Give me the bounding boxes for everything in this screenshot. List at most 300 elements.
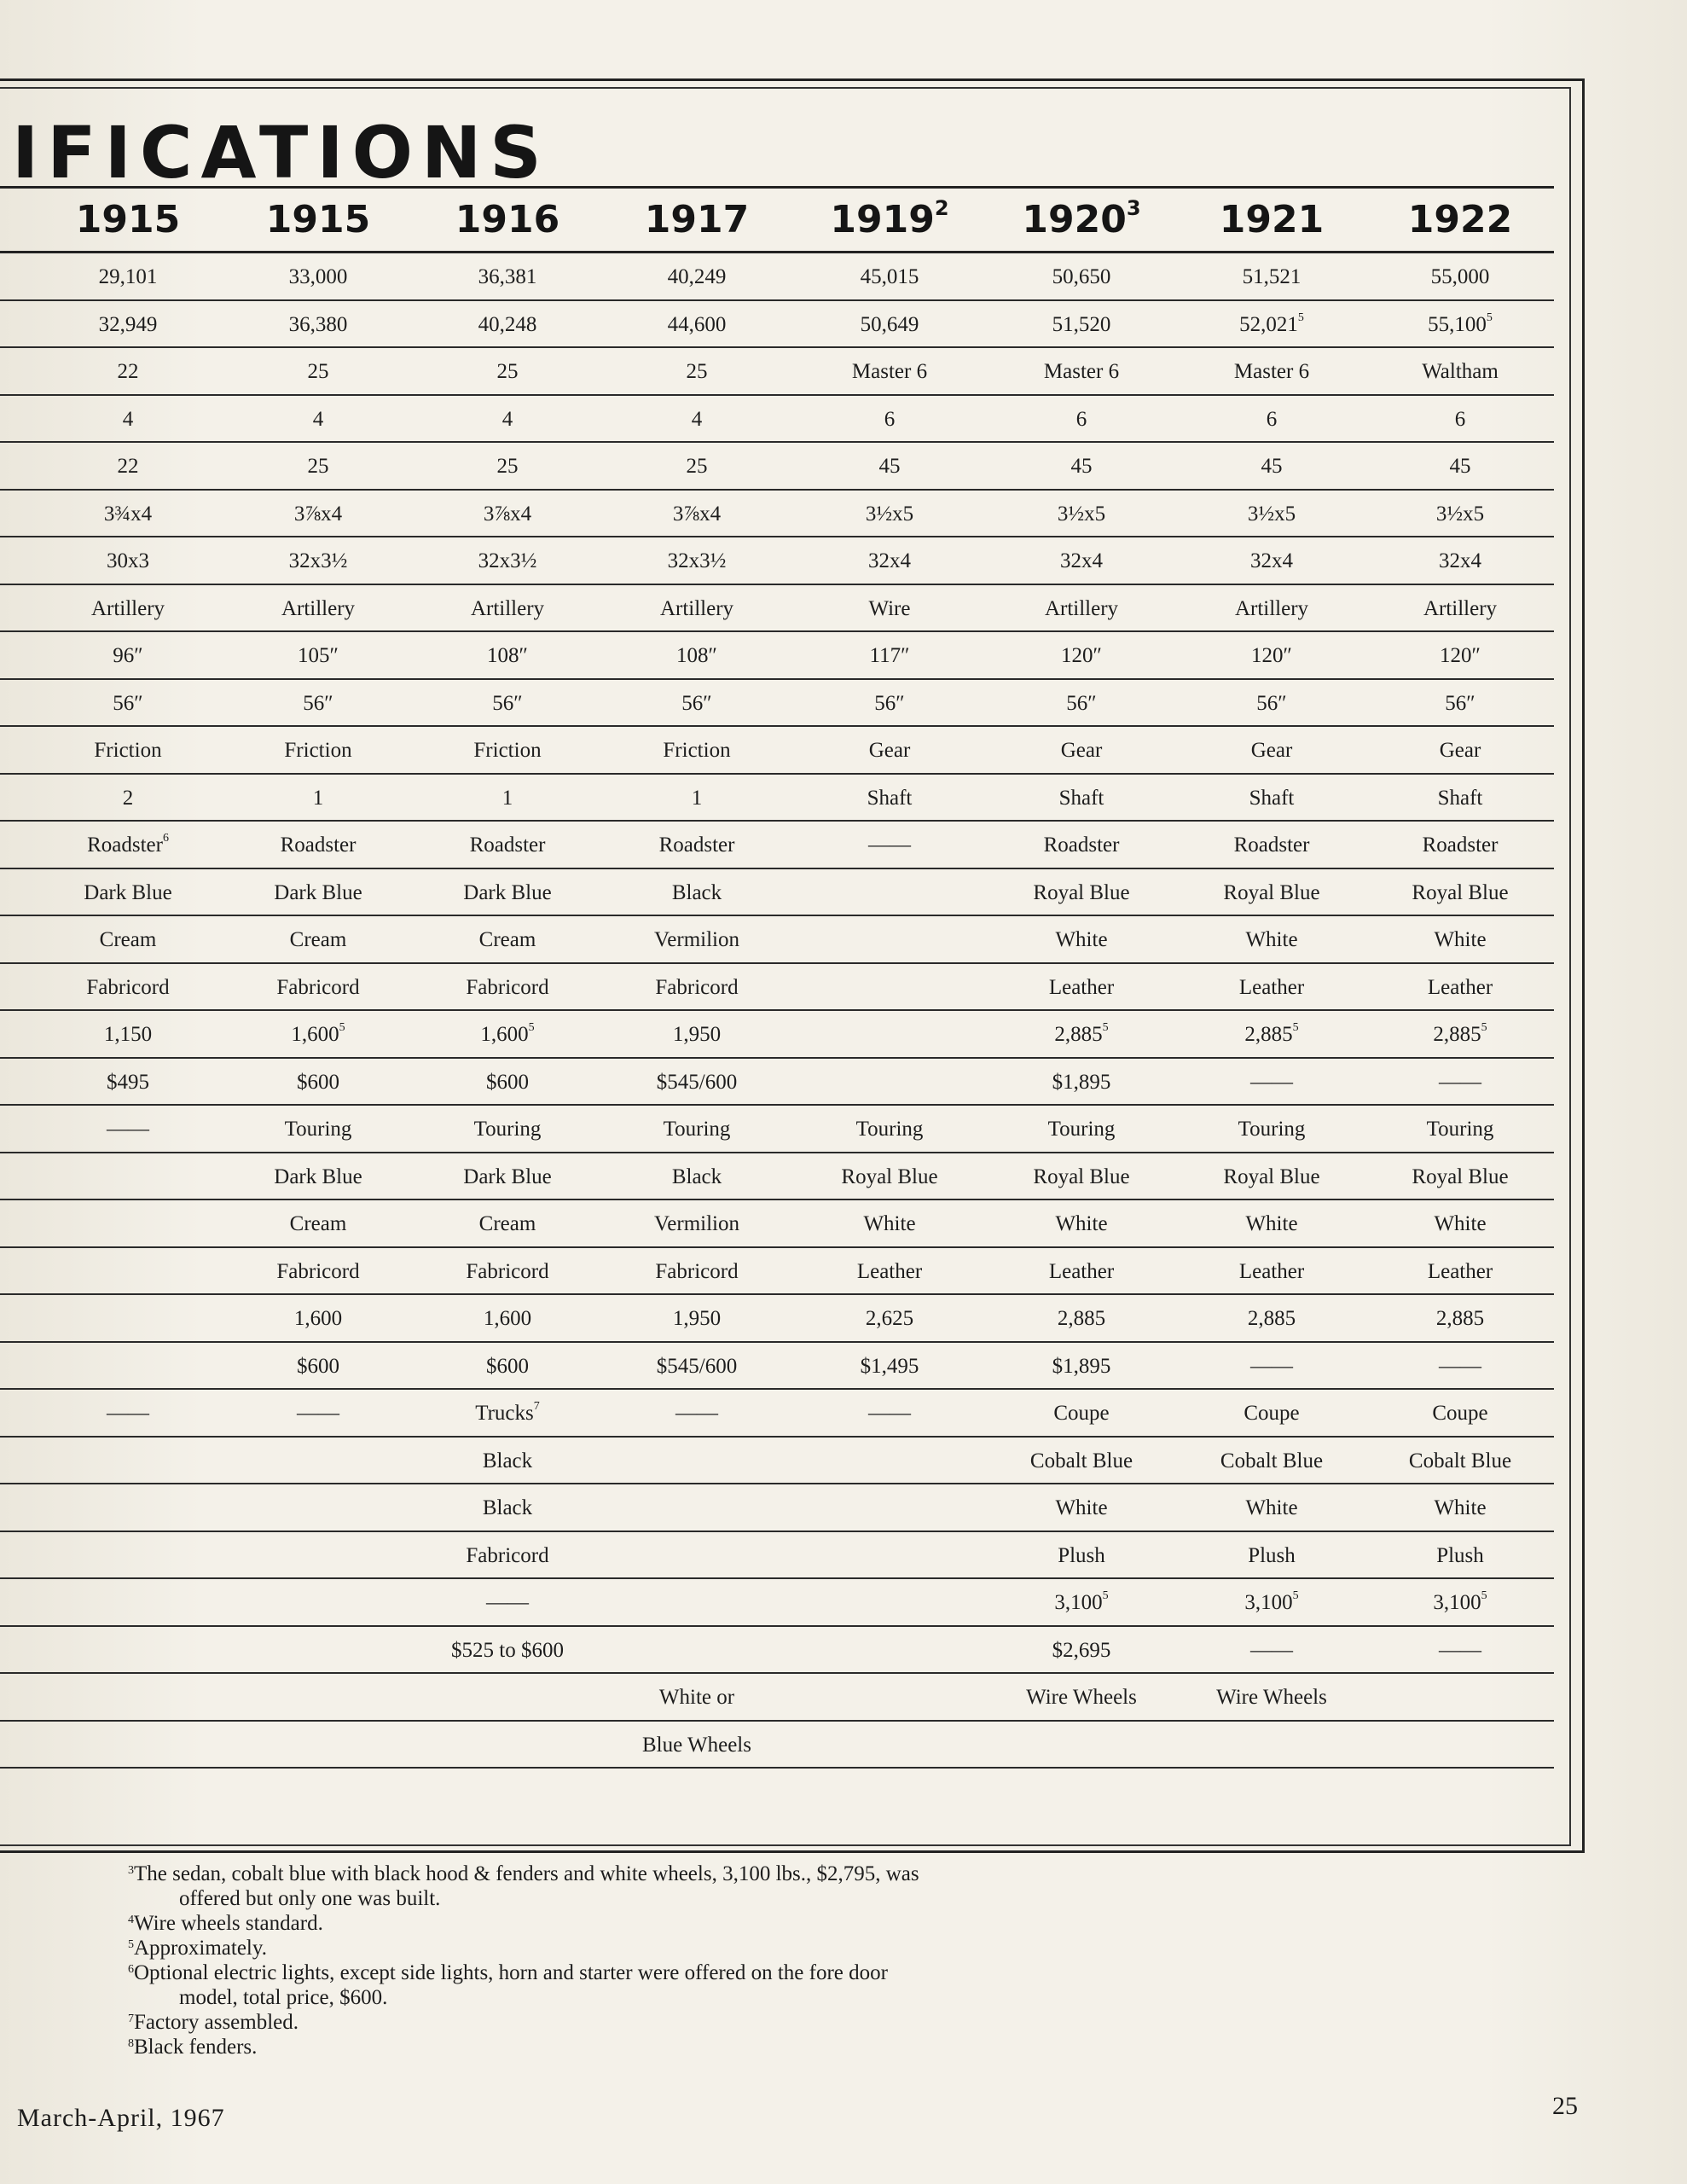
table-row bbox=[0, 537, 1554, 585]
table-cell: 3¾x4 bbox=[103, 502, 153, 526]
table-row bbox=[0, 1484, 1554, 1532]
table-cell bbox=[224, 1627, 412, 1672]
footnote-mark: 5 bbox=[1481, 1589, 1487, 1602]
table-cell: —— bbox=[297, 1402, 339, 1425]
table-cell: —— bbox=[1439, 1354, 1481, 1378]
table-cell: —— bbox=[1250, 1638, 1293, 1662]
table-cell bbox=[603, 1627, 791, 1672]
table-cell: Cream bbox=[478, 1212, 536, 1235]
table-cell bbox=[988, 1722, 1175, 1767]
footnote-mark: 5 bbox=[528, 1021, 535, 1034]
table-cell bbox=[603, 1532, 791, 1577]
year-header: 1917 bbox=[644, 198, 750, 241]
table-cell: 3½x5 bbox=[865, 502, 914, 526]
table-cell: —— bbox=[1439, 1638, 1481, 1662]
table-cell: Blue Wheels bbox=[642, 1733, 751, 1757]
table-cell: 108″ bbox=[487, 644, 528, 667]
year-header: 1921 bbox=[1219, 198, 1325, 241]
table-cell: 2 bbox=[122, 786, 134, 810]
table-cell: —— bbox=[1250, 1070, 1293, 1094]
table-row bbox=[0, 1722, 1554, 1769]
year-header: 1922 bbox=[1407, 198, 1513, 241]
table-cell: $1,495 bbox=[860, 1354, 919, 1378]
table-cell: $495 bbox=[107, 1070, 149, 1094]
table-cell: 33,000 bbox=[288, 265, 348, 288]
table-cell: 44,600 bbox=[667, 312, 727, 336]
table-cell: 32,949 bbox=[98, 312, 158, 336]
table-cell: Leather bbox=[1238, 1259, 1305, 1283]
table-row bbox=[0, 1674, 1554, 1722]
table-cell: White bbox=[1434, 1496, 1487, 1519]
table-cell: Shaft bbox=[867, 786, 913, 810]
table-cell: Black bbox=[482, 1449, 533, 1472]
table-cell: 56″ bbox=[492, 691, 523, 715]
footnote: $^6$Optional electric lights, except side lights, horn and starter were offered on the fore door bbox=[128, 1961, 888, 1984]
table-cell: 120″ bbox=[1251, 644, 1292, 667]
table-cell: 25 bbox=[686, 360, 708, 383]
table-cell bbox=[34, 1248, 222, 1293]
title-rule bbox=[0, 186, 1554, 189]
table-cell: Touring bbox=[284, 1118, 352, 1141]
table-cell bbox=[796, 1627, 983, 1672]
table-cell: 6 bbox=[884, 407, 896, 431]
table-cell bbox=[224, 1579, 412, 1624]
table-cell: Leather bbox=[1048, 975, 1115, 999]
table-cell: 2,885$^5$ bbox=[1244, 1021, 1299, 1046]
table-cell: Vermilion bbox=[654, 1212, 739, 1235]
table-cell bbox=[1366, 1722, 1554, 1767]
footnote-mark: 5 bbox=[339, 1021, 345, 1034]
table-cell: 56″ bbox=[1445, 691, 1475, 715]
table-cell: 25 bbox=[307, 360, 329, 383]
table-cell: 2,885$^5$ bbox=[1433, 1021, 1487, 1046]
table-cell bbox=[1366, 1674, 1554, 1719]
year-header: 1919$^2$ bbox=[830, 196, 949, 241]
table-cell bbox=[224, 1722, 412, 1767]
footnote-mark: 5 bbox=[1481, 1021, 1487, 1034]
table-cell: Friction bbox=[663, 739, 731, 762]
table-cell: 1,600 bbox=[293, 1307, 343, 1330]
table-cell: 1 bbox=[691, 786, 703, 810]
footnote: $^5$Approximately. bbox=[128, 1937, 267, 1960]
table-cell: Trucks$^7$ bbox=[475, 1400, 540, 1425]
table-cell: Cobalt Blue bbox=[1220, 1449, 1324, 1472]
table-cell: Plush bbox=[1058, 1543, 1105, 1567]
footnote-mark: 5 bbox=[1292, 1021, 1299, 1034]
table-cell: Royal Blue bbox=[1412, 1165, 1509, 1188]
table-cell: Wire bbox=[868, 596, 911, 620]
table-cell: 2,885$^5$ bbox=[1054, 1021, 1109, 1046]
table-cell bbox=[796, 1674, 983, 1719]
table-cell: 45,015 bbox=[860, 265, 919, 288]
table-cell: 3,100$^5$ bbox=[1244, 1589, 1299, 1614]
table-row bbox=[0, 727, 1554, 775]
table-cell bbox=[603, 1484, 791, 1530]
table-cell: 2,885 bbox=[1057, 1307, 1106, 1330]
table-cell: —— bbox=[1250, 1354, 1293, 1378]
table-cell: Cream bbox=[289, 1212, 347, 1235]
table-cell bbox=[796, 964, 983, 1009]
footnote: $^7$Factory assembled. bbox=[128, 2011, 299, 2034]
table-cell: 1,600$^5$ bbox=[291, 1021, 345, 1046]
footnote-mark: 2 bbox=[934, 196, 949, 220]
table-cell: 22 bbox=[117, 455, 139, 478]
table-cell: 56″ bbox=[303, 691, 333, 715]
table-cell: $545/600 bbox=[656, 1354, 738, 1378]
table-cell: Vermilion bbox=[654, 928, 739, 951]
footnote-mark: 5 bbox=[1292, 1589, 1299, 1602]
table-cell: 105″ bbox=[298, 644, 339, 667]
table-cell: 2,885 bbox=[1435, 1307, 1485, 1330]
table-cell: 56″ bbox=[681, 691, 712, 715]
table-cell: 32x4 bbox=[1439, 549, 1481, 572]
table-cell: Roadster bbox=[1422, 834, 1499, 857]
footnote-mark: 6 bbox=[162, 832, 169, 845]
table-cell: 56″ bbox=[1066, 691, 1097, 715]
table-row bbox=[0, 869, 1554, 917]
year-header: 1920$^3$ bbox=[1022, 196, 1141, 241]
table-cell bbox=[224, 1484, 412, 1530]
table-cell: Leather bbox=[1238, 975, 1305, 999]
table-cell: 52,021$^5$ bbox=[1239, 311, 1304, 336]
table-cell: White bbox=[1055, 928, 1108, 951]
table-row bbox=[0, 253, 1554, 301]
table-cell: Black bbox=[482, 1496, 533, 1519]
table-cell: 32x4 bbox=[1060, 549, 1103, 572]
table-cell: Touring bbox=[1047, 1118, 1116, 1141]
table-cell: Touring bbox=[1426, 1118, 1494, 1141]
table-cell: $600 bbox=[297, 1070, 339, 1094]
table-row bbox=[0, 1295, 1554, 1343]
table-cell: 3,100$^5$ bbox=[1433, 1589, 1487, 1614]
table-cell: 3⅞x4 bbox=[293, 502, 343, 526]
footnote-mark: 5 bbox=[1102, 1589, 1109, 1602]
table-cell: Leather bbox=[1048, 1259, 1115, 1283]
table-cell: 32x3½ bbox=[288, 549, 348, 572]
table-cell: Dark Blue bbox=[274, 880, 362, 904]
table-cell: —— bbox=[107, 1118, 149, 1141]
table-cell: Fabricord bbox=[466, 975, 549, 999]
table-cell: 4 bbox=[122, 407, 134, 431]
table-row bbox=[0, 1390, 1554, 1438]
issue-date: March-April, 1967 bbox=[17, 2104, 225, 2132]
table-cell: 3½x5 bbox=[1247, 502, 1296, 526]
table-cell: Fabricord bbox=[86, 975, 170, 999]
table-cell: Roadster bbox=[469, 834, 546, 857]
table-cell bbox=[1178, 1722, 1365, 1767]
table-row bbox=[0, 348, 1554, 396]
footnote: $^3$The sedan, cobalt blue with black hood & fenders and white wheels, 3,100 lbs., $2,795, was bbox=[128, 1862, 919, 1885]
table-cell bbox=[34, 1295, 222, 1340]
table-cell: Gear bbox=[868, 739, 911, 762]
table-row bbox=[0, 491, 1554, 538]
table-cell: Cream bbox=[478, 928, 536, 951]
table-cell: Cobalt Blue bbox=[1029, 1449, 1133, 1472]
table-cell: 45 bbox=[878, 455, 901, 478]
footnote: $^8$Black fenders. bbox=[128, 2036, 258, 2059]
table-row bbox=[0, 632, 1554, 680]
table-cell: White bbox=[1434, 1212, 1487, 1235]
table-cell bbox=[796, 1484, 983, 1530]
table-cell: $545/600 bbox=[656, 1070, 738, 1094]
table-cell: Royal Blue bbox=[841, 1165, 938, 1188]
table-cell: Plush bbox=[1248, 1543, 1296, 1567]
table-cell: $600 bbox=[486, 1354, 529, 1378]
table-cell bbox=[414, 1674, 601, 1719]
table-cell bbox=[34, 1438, 222, 1483]
table-row bbox=[0, 1106, 1554, 1153]
table-cell: White bbox=[1245, 1496, 1298, 1519]
table-row bbox=[0, 775, 1554, 822]
table-cell: Fabricord bbox=[655, 1259, 739, 1283]
table-cell: 25 bbox=[686, 455, 708, 478]
footnote-mark: 5 bbox=[1297, 311, 1304, 324]
table-cell: 51,521 bbox=[1242, 265, 1301, 288]
table-cell: Artillery bbox=[1423, 596, 1498, 620]
table-cell: 96″ bbox=[113, 644, 143, 667]
table-cell: Touring bbox=[473, 1118, 542, 1141]
table-cell bbox=[34, 1343, 222, 1388]
table-cell: Royal Blue bbox=[1223, 880, 1320, 904]
table-cell: Roadster bbox=[280, 834, 357, 857]
table-cell: 4 bbox=[691, 407, 703, 431]
table-row bbox=[0, 396, 1554, 444]
table-cell: Touring bbox=[1238, 1118, 1306, 1141]
table-cell: Master 6 bbox=[851, 360, 928, 383]
table-cell bbox=[796, 1438, 983, 1483]
table-cell: 4 bbox=[312, 407, 324, 431]
table-cell: Friction bbox=[284, 739, 352, 762]
table-cell: Coupe bbox=[1244, 1402, 1300, 1425]
table-cell: 117″ bbox=[869, 644, 910, 667]
table-cell: Royal Blue bbox=[1412, 880, 1509, 904]
table-cell bbox=[34, 1484, 222, 1530]
year-header: 1915 bbox=[75, 198, 181, 241]
table-cell: Royal Blue bbox=[1033, 880, 1130, 904]
table-cell bbox=[796, 1011, 983, 1056]
table-row bbox=[0, 822, 1554, 869]
table-cell bbox=[34, 1532, 222, 1577]
table-cell: —— bbox=[107, 1402, 149, 1425]
specifications-table bbox=[0, 253, 1554, 1769]
table-cell: 1,600$^5$ bbox=[480, 1021, 535, 1046]
table-cell bbox=[796, 1579, 983, 1624]
table-cell: White bbox=[1434, 928, 1487, 951]
table-cell: Friction bbox=[94, 739, 162, 762]
table-cell: 32x4 bbox=[868, 549, 911, 572]
table-cell: Dark Blue bbox=[84, 880, 172, 904]
table-cell bbox=[603, 1579, 791, 1624]
table-cell: Waltham bbox=[1422, 360, 1499, 383]
table-cell: 36,381 bbox=[478, 265, 537, 288]
table-row bbox=[0, 1438, 1554, 1485]
table-cell: White bbox=[1245, 1212, 1298, 1235]
table-cell: 3⅞x4 bbox=[483, 502, 532, 526]
table-cell: Roadster bbox=[1043, 834, 1120, 857]
table-cell: 25 bbox=[496, 455, 519, 478]
table-cell: —— bbox=[868, 1402, 911, 1425]
table-cell: $1,895 bbox=[1052, 1354, 1111, 1378]
table-row bbox=[0, 585, 1554, 633]
table-cell: 56″ bbox=[874, 691, 905, 715]
table-row bbox=[0, 1532, 1554, 1580]
table-cell: Leather bbox=[1427, 975, 1493, 999]
table-cell: 56″ bbox=[1256, 691, 1287, 715]
table-cell: 36,380 bbox=[288, 312, 348, 336]
year-header: 1916 bbox=[455, 198, 560, 241]
table-cell: 55,100$^5$ bbox=[1428, 311, 1493, 336]
year-header: 1915 bbox=[265, 198, 371, 241]
table-cell: Gear bbox=[1060, 739, 1103, 762]
footnote: model, total price, $600. bbox=[179, 1986, 388, 2009]
table-cell: Dark Blue bbox=[463, 1165, 552, 1188]
table-cell: Friction bbox=[473, 739, 542, 762]
table-cell: Touring bbox=[663, 1118, 731, 1141]
table-cell: 6 bbox=[1454, 407, 1466, 431]
table-cell: —— bbox=[1439, 1070, 1481, 1094]
table-cell: 2,625 bbox=[865, 1307, 914, 1330]
table-cell: 40,248 bbox=[478, 312, 537, 336]
table-cell: $525 to $600 bbox=[451, 1638, 564, 1662]
table-cell: 55,000 bbox=[1430, 265, 1490, 288]
table-cell bbox=[796, 1532, 983, 1577]
table-cell: Shaft bbox=[1058, 786, 1104, 810]
table-row bbox=[0, 680, 1554, 728]
table-cell: 1,600 bbox=[483, 1307, 532, 1330]
table-cell: Artillery bbox=[659, 596, 734, 620]
table-cell: 1 bbox=[312, 786, 324, 810]
table-cell: —— bbox=[486, 1591, 529, 1614]
table-cell: 40,249 bbox=[667, 265, 727, 288]
table-cell: Wire Wheels bbox=[1026, 1686, 1137, 1709]
table-cell: 1,950 bbox=[672, 1307, 722, 1330]
table-row bbox=[0, 301, 1554, 349]
table-cell: Royal Blue bbox=[1033, 1165, 1130, 1188]
table-cell bbox=[34, 1627, 222, 1672]
table-cell: 25 bbox=[307, 455, 329, 478]
table-cell: Coupe bbox=[1432, 1402, 1488, 1425]
table-cell: Artillery bbox=[90, 596, 165, 620]
year-header-row bbox=[0, 198, 1554, 249]
table-cell: 45 bbox=[1070, 455, 1093, 478]
footnote-mark: 7 bbox=[533, 1400, 540, 1413]
table-row bbox=[0, 1059, 1554, 1107]
table-cell: Artillery bbox=[1044, 596, 1119, 620]
table-cell: $2,695 bbox=[1052, 1638, 1111, 1662]
table-cell: 4 bbox=[501, 407, 513, 431]
table-cell: 2,885 bbox=[1247, 1307, 1296, 1330]
table-cell: White bbox=[1055, 1212, 1108, 1235]
table-cell: Black bbox=[671, 880, 722, 904]
table-cell: Roadster$^6$ bbox=[87, 832, 169, 857]
footnote: offered but only one was built. bbox=[179, 1887, 441, 1910]
table-cell bbox=[224, 1532, 412, 1577]
table-cell: Wire Wheels bbox=[1216, 1686, 1327, 1709]
table-cell: White or bbox=[658, 1686, 735, 1709]
table-cell: Fabricord bbox=[276, 975, 360, 999]
table-cell: 51,520 bbox=[1052, 312, 1111, 336]
table-cell: —— bbox=[675, 1402, 718, 1425]
table-cell: 120″ bbox=[1061, 644, 1102, 667]
table-cell: Shaft bbox=[1437, 786, 1483, 810]
table-cell: Master 6 bbox=[1043, 360, 1120, 383]
footnote-mark: 5 bbox=[1102, 1021, 1109, 1034]
table-cell bbox=[603, 1438, 791, 1483]
table-cell: Artillery bbox=[470, 596, 545, 620]
table-cell: 56″ bbox=[113, 691, 143, 715]
table-cell: 6 bbox=[1075, 407, 1087, 431]
table-cell bbox=[34, 1200, 222, 1246]
table-cell: Roadster bbox=[658, 834, 735, 857]
table-row bbox=[0, 1579, 1554, 1627]
table-cell: 1 bbox=[501, 786, 513, 810]
table-cell: Cream bbox=[99, 928, 157, 951]
table-cell: 3½x5 bbox=[1057, 502, 1106, 526]
table-cell bbox=[796, 916, 983, 961]
table-cell bbox=[796, 1722, 983, 1767]
table-cell: Fabricord bbox=[655, 975, 739, 999]
table-cell: Black bbox=[671, 1165, 722, 1188]
table-row bbox=[0, 1343, 1554, 1391]
table-cell bbox=[34, 1674, 222, 1719]
table-cell: 29,101 bbox=[98, 265, 158, 288]
table-cell bbox=[224, 1438, 412, 1483]
table-cell: 32x3½ bbox=[478, 549, 537, 572]
table-row bbox=[0, 443, 1554, 491]
table-cell: Gear bbox=[1250, 739, 1293, 762]
table-row bbox=[0, 1627, 1554, 1675]
table-cell: 120″ bbox=[1440, 644, 1481, 667]
table-cell: 32x4 bbox=[1250, 549, 1293, 572]
table-cell: Coupe bbox=[1053, 1402, 1110, 1425]
table-cell: Artillery bbox=[1234, 596, 1309, 620]
table-cell: Gear bbox=[1439, 739, 1481, 762]
footnote: $^4$Wire wheels standard. bbox=[128, 1912, 323, 1935]
table-cell: Dark Blue bbox=[463, 880, 552, 904]
table-cell: 45 bbox=[1449, 455, 1471, 478]
table-cell: White bbox=[863, 1212, 916, 1235]
table-cell: 3,100$^5$ bbox=[1054, 1589, 1109, 1614]
footnotes bbox=[128, 1862, 1194, 2059]
table-cell: Roadster bbox=[1233, 834, 1310, 857]
table-row bbox=[0, 1200, 1554, 1248]
table-cell: 25 bbox=[496, 360, 519, 383]
table-cell: 50,649 bbox=[860, 312, 919, 336]
table-row bbox=[0, 1153, 1554, 1201]
table-cell: $600 bbox=[486, 1070, 529, 1094]
table-cell: 3⅞x4 bbox=[672, 502, 722, 526]
table-cell: 22 bbox=[117, 360, 139, 383]
table-cell: Artillery bbox=[281, 596, 356, 620]
table-row bbox=[0, 1011, 1554, 1059]
table-cell: 1,950 bbox=[672, 1023, 722, 1046]
table-cell: 108″ bbox=[676, 644, 717, 667]
table-cell bbox=[34, 1153, 222, 1199]
table-cell bbox=[34, 1722, 222, 1767]
table-cell: 6 bbox=[1266, 407, 1278, 431]
table-cell: 30x3 bbox=[107, 549, 149, 572]
table-cell: 3½x5 bbox=[1435, 502, 1485, 526]
table-cell: Cobalt Blue bbox=[1408, 1449, 1512, 1472]
table-cell: $600 bbox=[297, 1354, 339, 1378]
table-cell: Fabricord bbox=[466, 1259, 549, 1283]
table-cell: $1,895 bbox=[1052, 1070, 1111, 1094]
table-cell bbox=[414, 1722, 601, 1767]
table-cell: Fabricord bbox=[276, 1259, 360, 1283]
table-cell: Shaft bbox=[1249, 786, 1295, 810]
table-cell: 45 bbox=[1261, 455, 1283, 478]
footnote-mark: 3 bbox=[1126, 196, 1141, 220]
